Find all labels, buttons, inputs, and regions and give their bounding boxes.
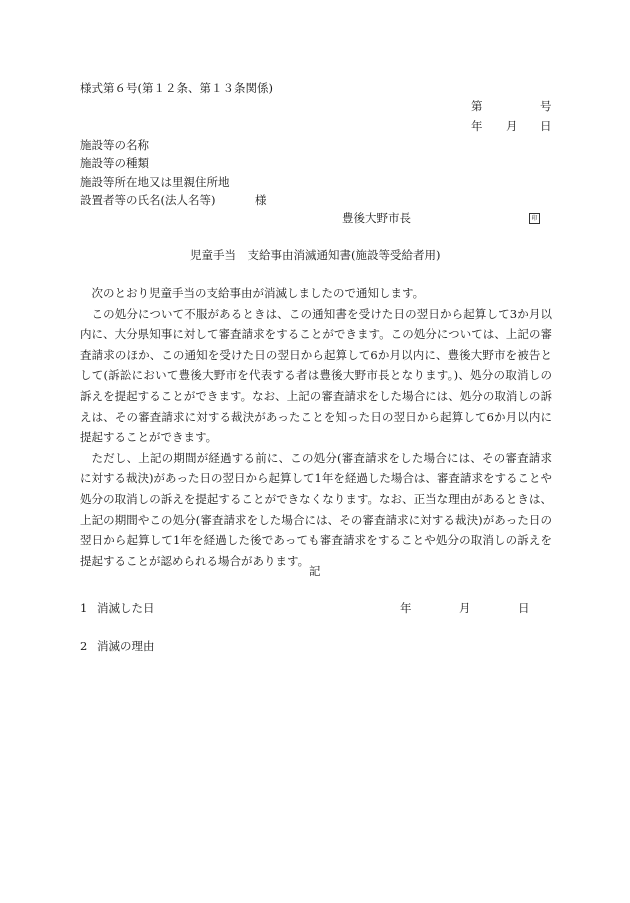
seal-mark: 印: [529, 213, 540, 224]
item-1-year: 年: [400, 601, 412, 615]
item-1-label: 消滅した日: [97, 601, 155, 615]
notice-paragraph: ただし、上記の期間が経過する前に、この処分(審査請求をした場合には、その審査請求に対する裁決)があった日の翌日から起算して1年を経過した場合は、審査請求をすることや処分の取消しの訴えを提起することができなくなります。なお、正当な理由があるときは、上記の期間やこの処分(審査請求をした場合には、その審査請求に対する裁決)があった日の翌日から起算して1年を経過した後であっても審査請求をすることや処分の取消しの訴えを提起することが認められる場合があります。: [80, 450, 552, 568]
form-reference: 様式第６号(第１２条、第１３条関係): [80, 81, 273, 95]
document-title: 児童手当 支給事由消滅通知書(施設等受給者用): [190, 248, 441, 262]
item-2-number: 2: [80, 639, 88, 653]
facility-name-field: 施設等の名称: [80, 138, 149, 152]
facility-type-field: 施設等の種類: [80, 156, 149, 170]
issuer-mayor: 豊後大野市長: [342, 211, 411, 225]
issue-date-month: 月: [506, 119, 518, 133]
document-number-suffix: 号: [540, 99, 552, 113]
item-1-day: 日: [518, 601, 530, 615]
notice-body: [80, 283, 552, 571]
item-1-number: 1: [80, 601, 88, 615]
ki-heading: 記: [309, 564, 321, 578]
item-2-label: 消滅の理由: [97, 639, 155, 653]
issue-date-day: 日: [540, 119, 552, 133]
notice-paragraph: 次のとおり児童手当の支給事由が消滅しましたので通知します。: [91, 286, 425, 300]
document-number-prefix: 第: [471, 99, 483, 113]
operator-name-field: 設置者等の氏名(法人名等): [80, 193, 216, 207]
issue-date-year: 年: [471, 119, 483, 133]
honorific-sama: 様: [255, 193, 267, 207]
item-1-month: 月: [459, 601, 471, 615]
facility-address-field: 施設等所在地又は里親住所地: [80, 175, 230, 189]
notice-paragraph: この処分について不服があるときは、この通知書を受けた日の翌日から起算して3か月以内に、大分県知事に対して審査請求をすることができます。この処分については、上記の審査請求のほか、この通知を受けた日の翌日から起算して6か月以内に、豊後大野市を被告として(訴訟において豊後大野市を代表する者は豊後大野市長となります。)、処分の取消しの訴えを提起することができます。なお、上記の審査請求をした場合には、処分の取消しの訴えは、その審査請求に対する裁決があったことを知った日の翌日から起算して6か月以内に提起することができます。: [80, 306, 552, 445]
